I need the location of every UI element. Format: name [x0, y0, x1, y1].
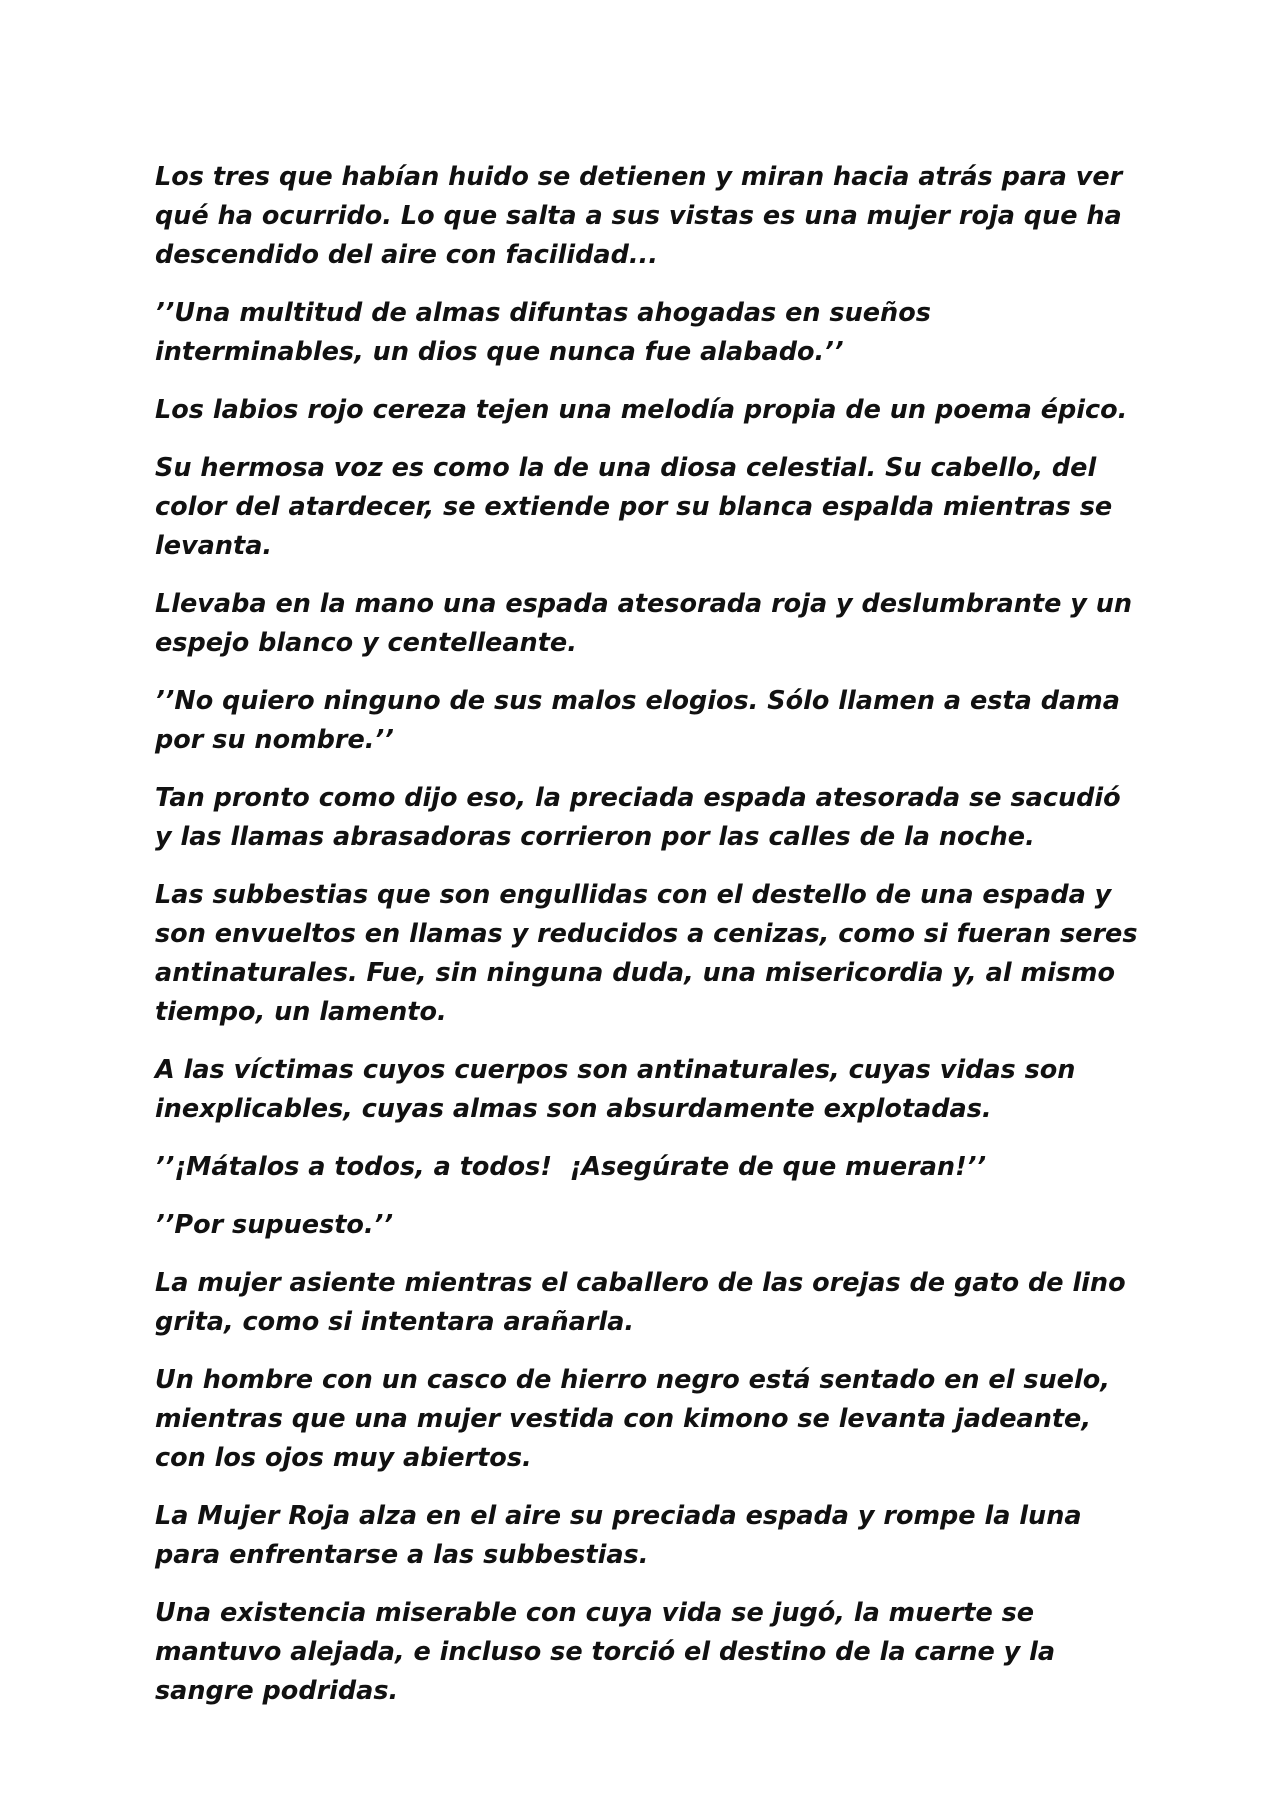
paragraph-8: Las subbestias que son engullidas con el destello de una espada y son envueltos en llamas y reducidos a cenizas, como si fueran seres antinaturales. Fue, sin ninguna duda, una misericordia y, al mismo tiempo, un lamento.: [155, 880, 1147, 1027]
paragraph-13: Un hombre con un casco de hierro negro está sentado en el suelo, mientras que una mujer vestida con kimono se levanta jadeante, con los ojos muy abiertos.: [155, 1365, 1119, 1473]
paragraph-11: ’’Por supuesto.’’: [155, 1210, 394, 1240]
document-body: [155, 158, 1145, 1730]
paragraph-10: ’’¡Mátalos a todos, a todos! ¡Asegúrate de que mueran!’’: [155, 1152, 987, 1182]
paragraph-4: Su hermosa voz es como la de una diosa celestial. Su cabello, del color del atardecer, se extiende por su blanca espalda mientras se levanta.: [155, 453, 1122, 561]
paragraph-3: Los labios rojo cereza tejen una melodía propia de un poema épico.: [155, 395, 1128, 425]
paragraph-12: La mujer asiente mientras el caballero de las orejas de gato de lino grita, como si intentara arañarla.: [155, 1268, 1135, 1337]
paragraph-1: Los tres que habían huido se detienen y miran hacia atrás para ver qué ha ocurrido. Lo que salta a sus vistas es una mujer roja que ha descendido del aire con facilidad...: [155, 162, 1132, 270]
paragraph-5: Llevaba en la mano una espada atesorada roja y deslumbrante y un espejo blanco y centelleante.: [155, 589, 1141, 658]
paragraph-7: Tan pronto como dijo eso, la preciada espada atesorada se sacudió y las llamas abrasadoras corrieron por las calles de la noche.: [155, 783, 1130, 852]
paragraph-6: ’’No quiero ninguno de sus malos elogios. Sólo llamen a esta dama por su nombre.’’: [155, 686, 1129, 755]
paragraph-14: La Mujer Roja alza en el aire su preciada espada y rompe la luna para enfrentarse a las subbestias.: [155, 1501, 1091, 1570]
paragraph-15: Una existencia miserable con cuya vida se jugó, la muerte se mantuvo alejada, e incluso se torció el destino de la carne y la sangre podridas.: [155, 1598, 1064, 1706]
paragraph-9: A las víctimas cuyos cuerpos son antinaturales, cuyas vidas son inexplicables, cuyas almas son absurdamente explotadas.: [155, 1055, 1085, 1124]
paragraph-2: ’’Una multitud de almas difuntas ahogadas en sueños interminables, un dios que nunca fue alabado.’’: [155, 298, 940, 367]
